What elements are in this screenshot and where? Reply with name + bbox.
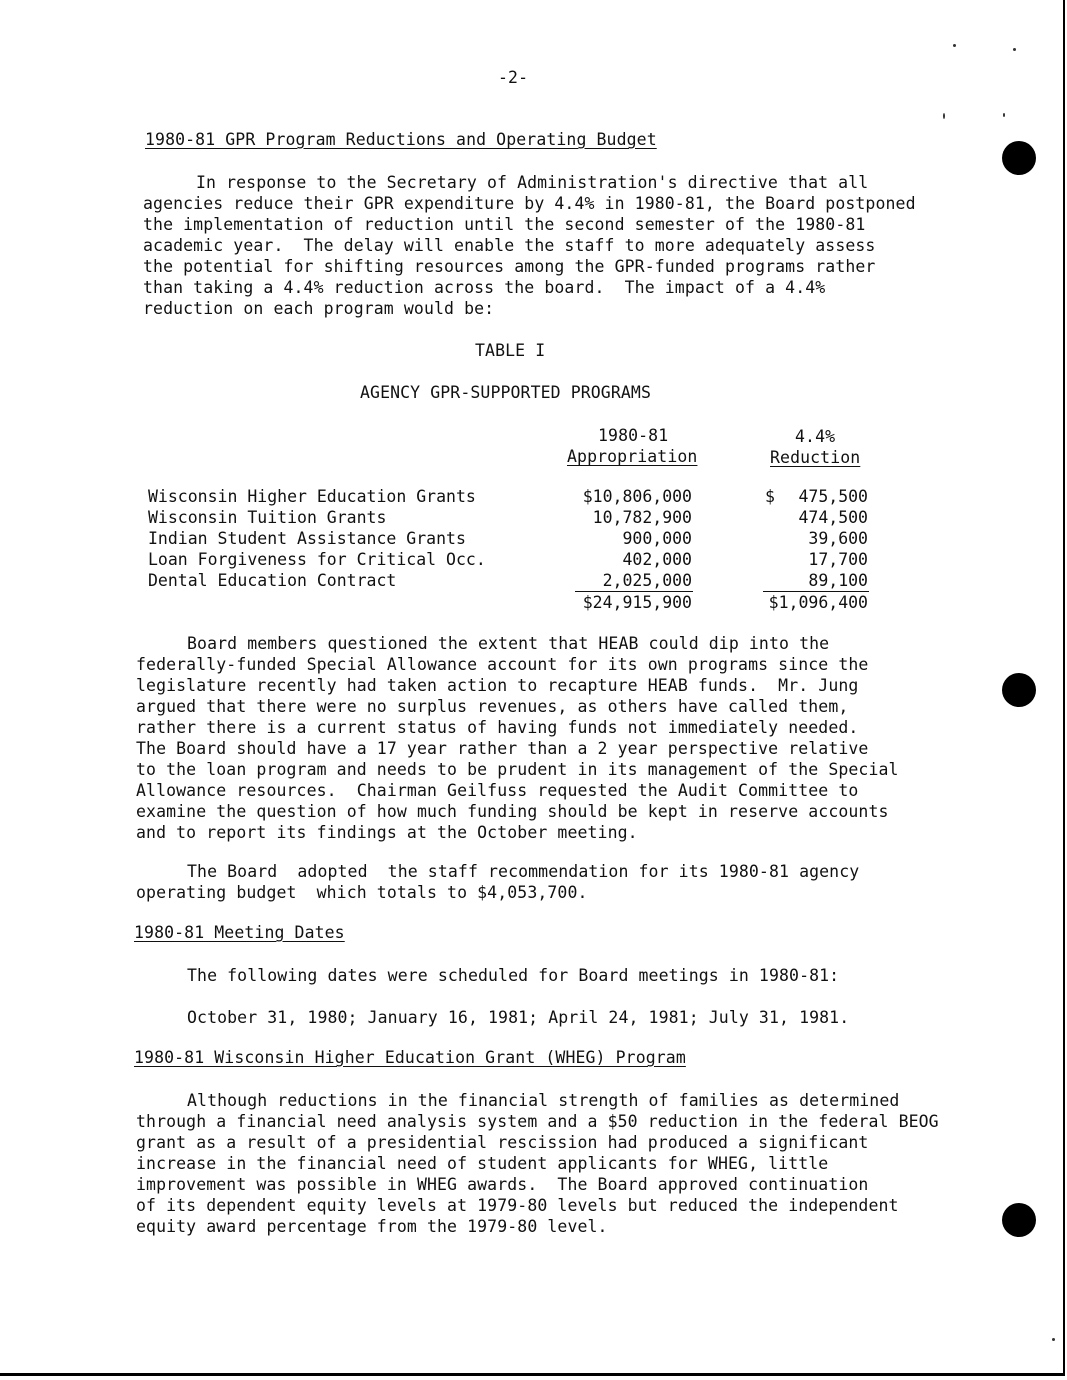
paragraph-line: grant as a result of a presidential rescission had produced a significant bbox=[136, 1133, 869, 1152]
paragraph-line: than taking a 4.4% reduction across the board. The impact of a 4.4% bbox=[143, 278, 826, 297]
table-row bbox=[0, 570, 1067, 591]
program-name: Dental Education Contract bbox=[148, 571, 397, 590]
table-row bbox=[0, 528, 1067, 549]
table-row bbox=[0, 549, 1067, 570]
reduction-value: 475,500 bbox=[798, 487, 868, 506]
punch-hole bbox=[1002, 1203, 1036, 1237]
reduction-value: 39,600 bbox=[808, 529, 868, 548]
scan-speck bbox=[943, 113, 945, 119]
section-heading-wheg-program: 1980-81 Wisconsin Higher Education Grant (WHEG) Program bbox=[134, 1048, 686, 1067]
meeting-dates-list: October 31, 1980; January 16, 1981; April 24, 1981; July 31, 1981. bbox=[187, 1008, 850, 1027]
paragraph-line: the potential for shifting resources among the GPR-funded programs rather bbox=[143, 257, 876, 276]
paragraph-line: operating budget which totals to $4,053,700. bbox=[136, 883, 588, 902]
paragraph-line: agencies reduce their GPR expenditure by 4.4% in 1980-81, the Board postponed bbox=[143, 194, 916, 213]
scan-speck bbox=[953, 44, 956, 47]
reduction-value: 89,100 bbox=[808, 571, 868, 590]
punch-hole bbox=[1002, 673, 1036, 707]
appropriation-value: 900,000 bbox=[622, 529, 692, 548]
appropriation-value: 10,782,900 bbox=[592, 508, 692, 527]
scan-speck bbox=[1052, 1338, 1055, 1341]
paragraph-line: federally-funded Special Allowance account for its own programs since the bbox=[136, 655, 869, 674]
paragraph-line: the implementation of reduction until the second semester of the 1980-81 bbox=[143, 215, 866, 234]
paragraph-line: argued that there were no surplus revenues, as others have called them, bbox=[136, 697, 849, 716]
program-name: Wisconsin Tuition Grants bbox=[148, 508, 387, 527]
punch-hole bbox=[1002, 141, 1036, 175]
paragraph-line: and to report its findings at the October meeting. bbox=[136, 823, 638, 842]
program-name: Indian Student Assistance Grants bbox=[148, 529, 466, 548]
reduction-value: 17,700 bbox=[808, 550, 868, 569]
total-reduction: $1,096,400 bbox=[768, 593, 868, 612]
paragraph-line: Board members questioned the extent that HEAB could dip into the bbox=[187, 634, 830, 653]
col-header-reduction: Reduction bbox=[770, 448, 861, 467]
paragraph-line: Although reductions in the financial strength of families as determined bbox=[187, 1091, 900, 1110]
paragraph-line: Allowance resources. Chairman Geilfuss requested the Audit Committee to bbox=[136, 781, 859, 800]
paragraph-line: The following dates were scheduled for Board meetings in 1980-81: bbox=[187, 966, 840, 985]
program-name: Loan Forgiveness for Critical Occ. bbox=[148, 550, 486, 569]
paragraph-line: The Board adopted the staff recommendation for its 1980-81 agency bbox=[187, 862, 860, 881]
table-total-row bbox=[0, 592, 1067, 613]
table-subtitle: AGENCY GPR-SUPPORTED PROGRAMS bbox=[360, 383, 651, 402]
reduction-value: 474,500 bbox=[798, 508, 868, 527]
paragraph-line: through a financial need analysis system and a $50 reduction in the federal BEOG bbox=[136, 1112, 939, 1131]
paragraph-line: improvement was possible in WHEG awards. The Board approved continuation bbox=[136, 1175, 869, 1194]
program-name: Wisconsin Higher Education Grants bbox=[148, 487, 476, 506]
total-appropriation: $24,915,900 bbox=[582, 593, 692, 612]
paragraph-line: of its dependent equity levels at 1979-80 levels but reduced the independent bbox=[136, 1196, 899, 1215]
col-header-reduction-pct: 4.4% bbox=[795, 427, 836, 446]
scan-speck bbox=[1003, 113, 1005, 117]
paragraph-line: In response to the Secretary of Administration's directive that all bbox=[196, 173, 869, 192]
table-row bbox=[0, 486, 1067, 507]
scan-speck bbox=[1013, 48, 1016, 51]
paragraph-line: increase in the financial need of student applicants for WHEG, little bbox=[136, 1154, 829, 1173]
section-heading-gpr-reductions: 1980-81 GPR Program Reductions and Operating Budget bbox=[145, 130, 657, 149]
paragraph-line: legislature recently had taken action to recapture HEAB funds. Mr. Jung bbox=[136, 676, 859, 695]
appropriation-value: $10,806,000 bbox=[582, 487, 692, 506]
table-row bbox=[0, 507, 1067, 528]
paragraph-line: rather there is a current status of having funds not immediately needed. bbox=[136, 718, 859, 737]
appropriation-value: 2,025,000 bbox=[602, 571, 692, 590]
col-header-appropriation: Appropriation bbox=[567, 447, 698, 466]
paragraph-line: reduction on each program would be: bbox=[143, 299, 495, 318]
paragraph-line: to the loan program and needs to be prudent in its management of the Special bbox=[136, 760, 899, 779]
paragraph-line: equity award percentage from the 1979-80 level. bbox=[136, 1217, 608, 1236]
currency-symbol: $ bbox=[765, 487, 775, 506]
paragraph-line: academic year. The delay will enable the staff to more adequately assess bbox=[143, 236, 876, 255]
paragraph-line: examine the question of how much funding should be kept in reserve accounts bbox=[136, 802, 889, 821]
paragraph-line: The Board should have a 17 year rather than a 2 year perspective relative bbox=[136, 739, 869, 758]
appropriation-value: 402,000 bbox=[622, 550, 692, 569]
page-number: -2- bbox=[498, 68, 529, 87]
table-title: TABLE I bbox=[475, 341, 546, 360]
section-heading-meeting-dates: 1980-81 Meeting Dates bbox=[134, 923, 345, 942]
col-header-appropriation-year: 1980-81 bbox=[598, 426, 669, 445]
